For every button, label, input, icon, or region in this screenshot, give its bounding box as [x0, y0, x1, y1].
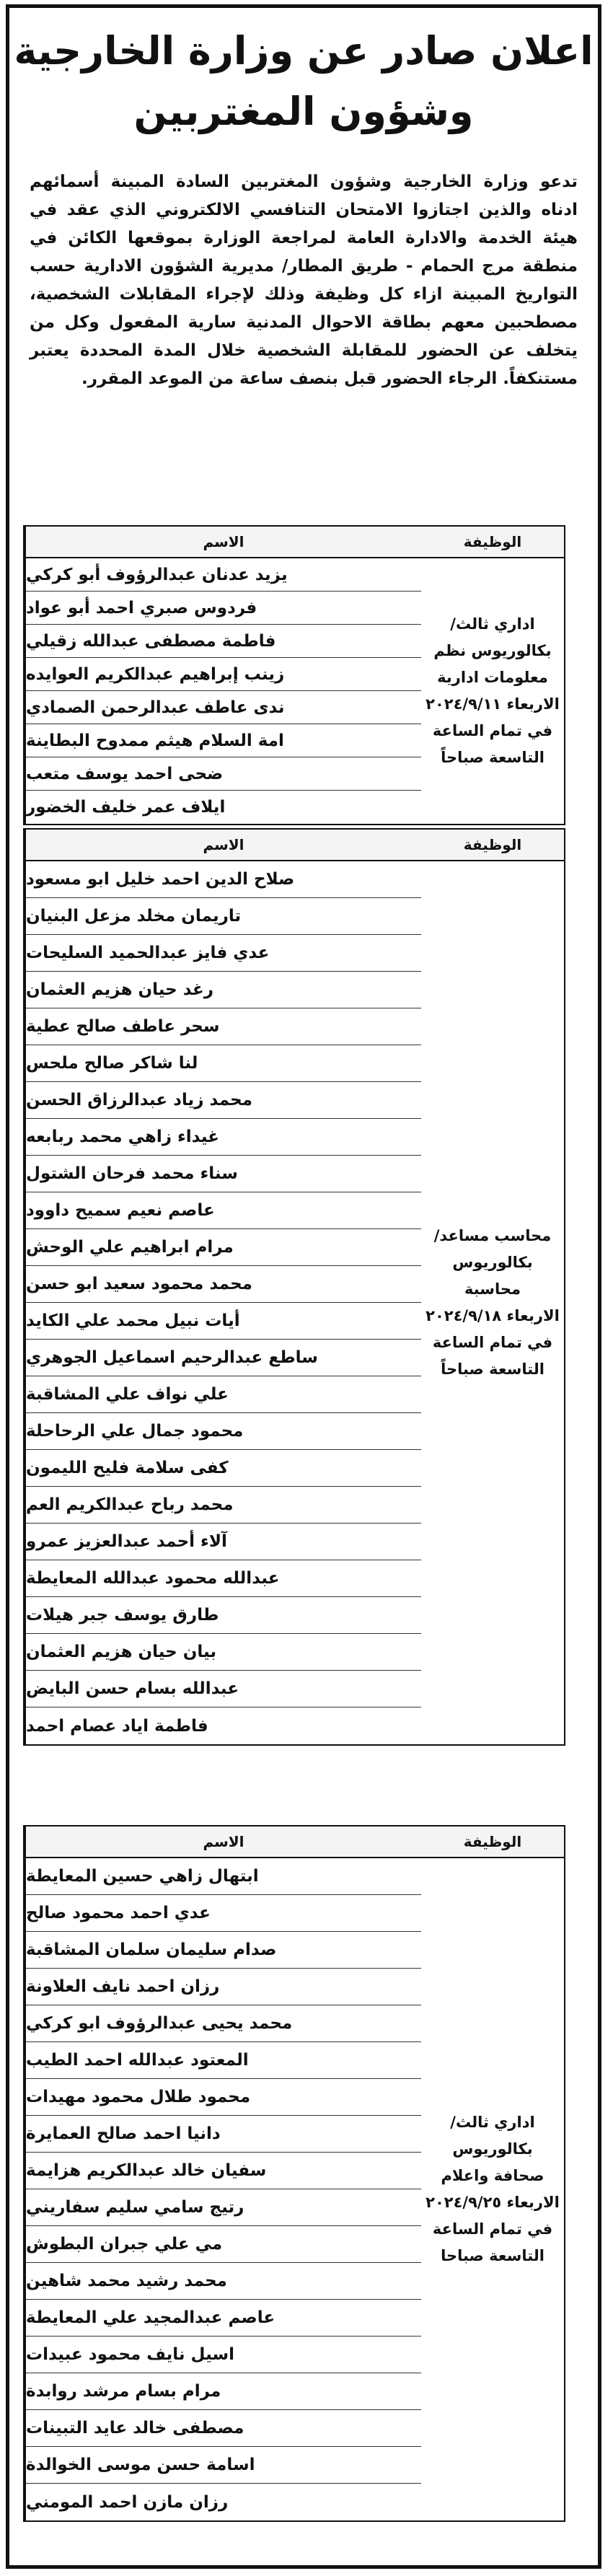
candidate-name-row: عدي احمد محمود صالح	[26, 1895, 421, 1932]
candidate-name-row: محمد محمود سعيد ابو حسن	[26, 1266, 421, 1303]
candidate-name-row: محمود طلال محمود مهيدات	[26, 2079, 421, 2116]
candidate-name-row: عاصم نعيم سميح داوود	[26, 1192, 421, 1229]
candidate-name-row: رزان مازن احمد المومني	[26, 2492, 229, 2512]
table-header	[25, 830, 564, 861]
candidates-table-3	[23, 1825, 565, 2522]
candidate-name-row: سناء محمد فرحان الشتول	[26, 1156, 421, 1192]
candidate-name-row: اسامة حسن موسى الخوالدة	[26, 2447, 421, 2484]
candidate-name-row: عبدالله بسام حسن البايض	[26, 1671, 421, 1707]
headline-line-2: وشؤون المغتربين	[133, 89, 474, 134]
candidate-name-row: طارق يوسف جبر هيلات	[26, 1597, 421, 1634]
candidate-name-row: مي علي جبران البطوش	[26, 2226, 421, 2263]
candidate-name-row: ايلاف عمر خليف الخضور	[26, 798, 226, 817]
table-body	[25, 861, 564, 1744]
candidate-name-row: محمد رباح عبدالكريم العم	[26, 1487, 421, 1524]
candidate-name-row: صدام سليمان سلمان المشاقبة	[26, 1932, 421, 1969]
name-column-header: الاسم	[25, 1827, 421, 1857]
candidate-name-row: يزيد عدنان عبدالرؤوف أبو كركي	[26, 558, 421, 592]
candidate-name-row: صلاح الدين احمد خليل ابو مسعود	[26, 861, 421, 898]
candidate-name-row: كفى سلامة فليح الليمون	[26, 1450, 421, 1487]
candidate-name-row: اسيل نايف محمود عبيدات	[26, 2337, 421, 2373]
candidate-name-row: سفيان خالد عبدالكريم هزايمة	[26, 2153, 421, 2189]
candidate-name-row: علي نواف علي المشاقبة	[26, 1376, 421, 1413]
candidate-name-row: آلاء أحمد عبدالعزيز عمرو	[26, 1524, 421, 1560]
candidate-name-row: فردوس صبري احمد أبو عواد	[26, 592, 421, 625]
headline-line-1: اعلان صادر عن وزارة الخارجية	[14, 28, 594, 74]
table-header	[25, 1827, 564, 1858]
job-details-text: اداري ثالث/ بكالوريوس صحافة واعلام الاربعاء ٢٠٢٤/٩/٢٥ في تمام الساعة التاسعة صباحا	[425, 2114, 560, 2264]
candidate-name-row: بيان حيان هزيم العثمان	[26, 1634, 421, 1671]
candidate-name-row: زينب إبراهيم عبدالكريم العوايده	[26, 658, 421, 691]
candidate-name-row: تاريمان مخلد مزعل البنيان	[26, 898, 421, 935]
job-details	[421, 861, 564, 1744]
job-details-text: محاسب مساعد/ بكالوريوس محاسبة الاربعاء ٢٠٢٤/٩/١٨ في تمام الساعة التاسعة صباحاً	[425, 1227, 560, 1378]
job-column-header: الوظيفة	[463, 836, 522, 853]
candidate-name-row: غيداء زاهي محمد ربابعه	[26, 1119, 421, 1156]
candidate-name-row: سحر عاطف صالح عطية	[26, 1008, 421, 1045]
job-details-text: اداري ثالث/ بكالوريوس نظم معلومات ادارية الاربعاء ٢٠٢٤/٩/١١ في تمام الساعة التاسعة صباحاً	[425, 615, 560, 766]
candidate-name-row: عدي فايز عبدالحميد السليحات	[26, 935, 421, 972]
job-column-header: الوظيفة	[463, 533, 522, 550]
name-column-header: الاسم	[25, 830, 421, 860]
names-column	[25, 1858, 421, 2520]
candidate-name-row: مرام بسام مرشد روابدة	[26, 2373, 421, 2410]
table-body	[25, 1858, 564, 2520]
candidate-name-row: امة السلام هيثم ممدوح البطاينة	[26, 724, 421, 757]
candidate-name-row: فاطمة اياد عصام احمد	[26, 1716, 208, 1736]
job-column-header: الوظيفة	[463, 1833, 522, 1850]
candidate-name-row: محمد يحيى عبدالرؤوف ابو كركي	[26, 2005, 421, 2042]
candidate-name-row: مصطفى خالد عايد التبينات	[26, 2410, 421, 2447]
candidate-name-row: لنا شاكر صالح ملحس	[26, 1045, 421, 1082]
candidates-table-1	[23, 525, 565, 825]
table-body	[25, 558, 564, 824]
candidates-table-2	[23, 828, 565, 1746]
candidate-name-row: ساطع عبدالرحيم اسماعيل الجوهري	[26, 1340, 421, 1376]
candidate-name-row: ضحى احمد يوسف متعب	[26, 757, 421, 791]
candidate-name-row: عاصم عبدالمجيد علي المعايطة	[26, 2300, 421, 2337]
name-column-header: الاسم	[25, 527, 421, 557]
table-header	[25, 527, 564, 558]
candidate-name-row: محمد رشيد محمد شاهين	[26, 2263, 421, 2300]
names-column	[25, 861, 421, 1744]
intro-paragraph: تدعو وزارة الخارجية وشؤون المغتربين السادة المبينة أسمائهم ادناه والذين اجتازوا الامتحان التنافسي الالكتروني الذي عقد في هيئة الخدمة والادارة العامة لمراجعة الوزارة بموقعها الكائن في منطقة مرج الحمام - طريق المطار/ مديرية الشؤون الادارية حسب التواريخ المبينة ازاء كل وظيفة وذلك لإجراء المقابلات الشخصية، مصطحبين معهم بطاقة الاحوال المدنية سارية المفعول وكل من يتخلف عن الحضور للمقابلة الشخصية خلال المدة المحددة يعتبر مستنكفاً. الرجاء الحضور قبل بنصف ساعة من الموعد المقرر.	[30, 172, 578, 388]
candidate-name-row: ابتهال زاهي حسين المعايطة	[26, 1858, 421, 1895]
headline	[9, 21, 598, 142]
names-column	[25, 558, 421, 824]
candidate-name-row: المعتود عبدالله احمد الطيب	[26, 2042, 421, 2079]
candidate-name-row: محمود جمال علي الرحاحلة	[26, 1413, 421, 1450]
candidate-name-row: رزان احمد نايف العلاونة	[26, 1969, 421, 2005]
candidate-name-row: ندى عاطف عبدالرحمن الصمادي	[26, 691, 421, 724]
job-details	[421, 1858, 564, 2520]
candidate-name-row: مرام ابراهيم علي الوحش	[26, 1229, 421, 1266]
candidate-name-row: رتيج سامي سليم سفاريني	[26, 2189, 421, 2226]
job-details	[421, 558, 564, 824]
candidate-name-row: فاطمة مصطفى عبدالله زقيلي	[26, 625, 421, 658]
candidate-name-row: عبدالله محمود عبدالله المعايطة	[26, 1560, 421, 1597]
candidate-name-row: محمد زياد عبدالرزاق الحسن	[26, 1082, 421, 1119]
candidate-name-row: رغد حيان هزيم العثمان	[26, 972, 421, 1008]
candidate-name-row: أيات نبيل محمد علي الكايد	[26, 1303, 421, 1340]
candidate-name-row: دانيا احمد صالح العمايرة	[26, 2116, 421, 2153]
